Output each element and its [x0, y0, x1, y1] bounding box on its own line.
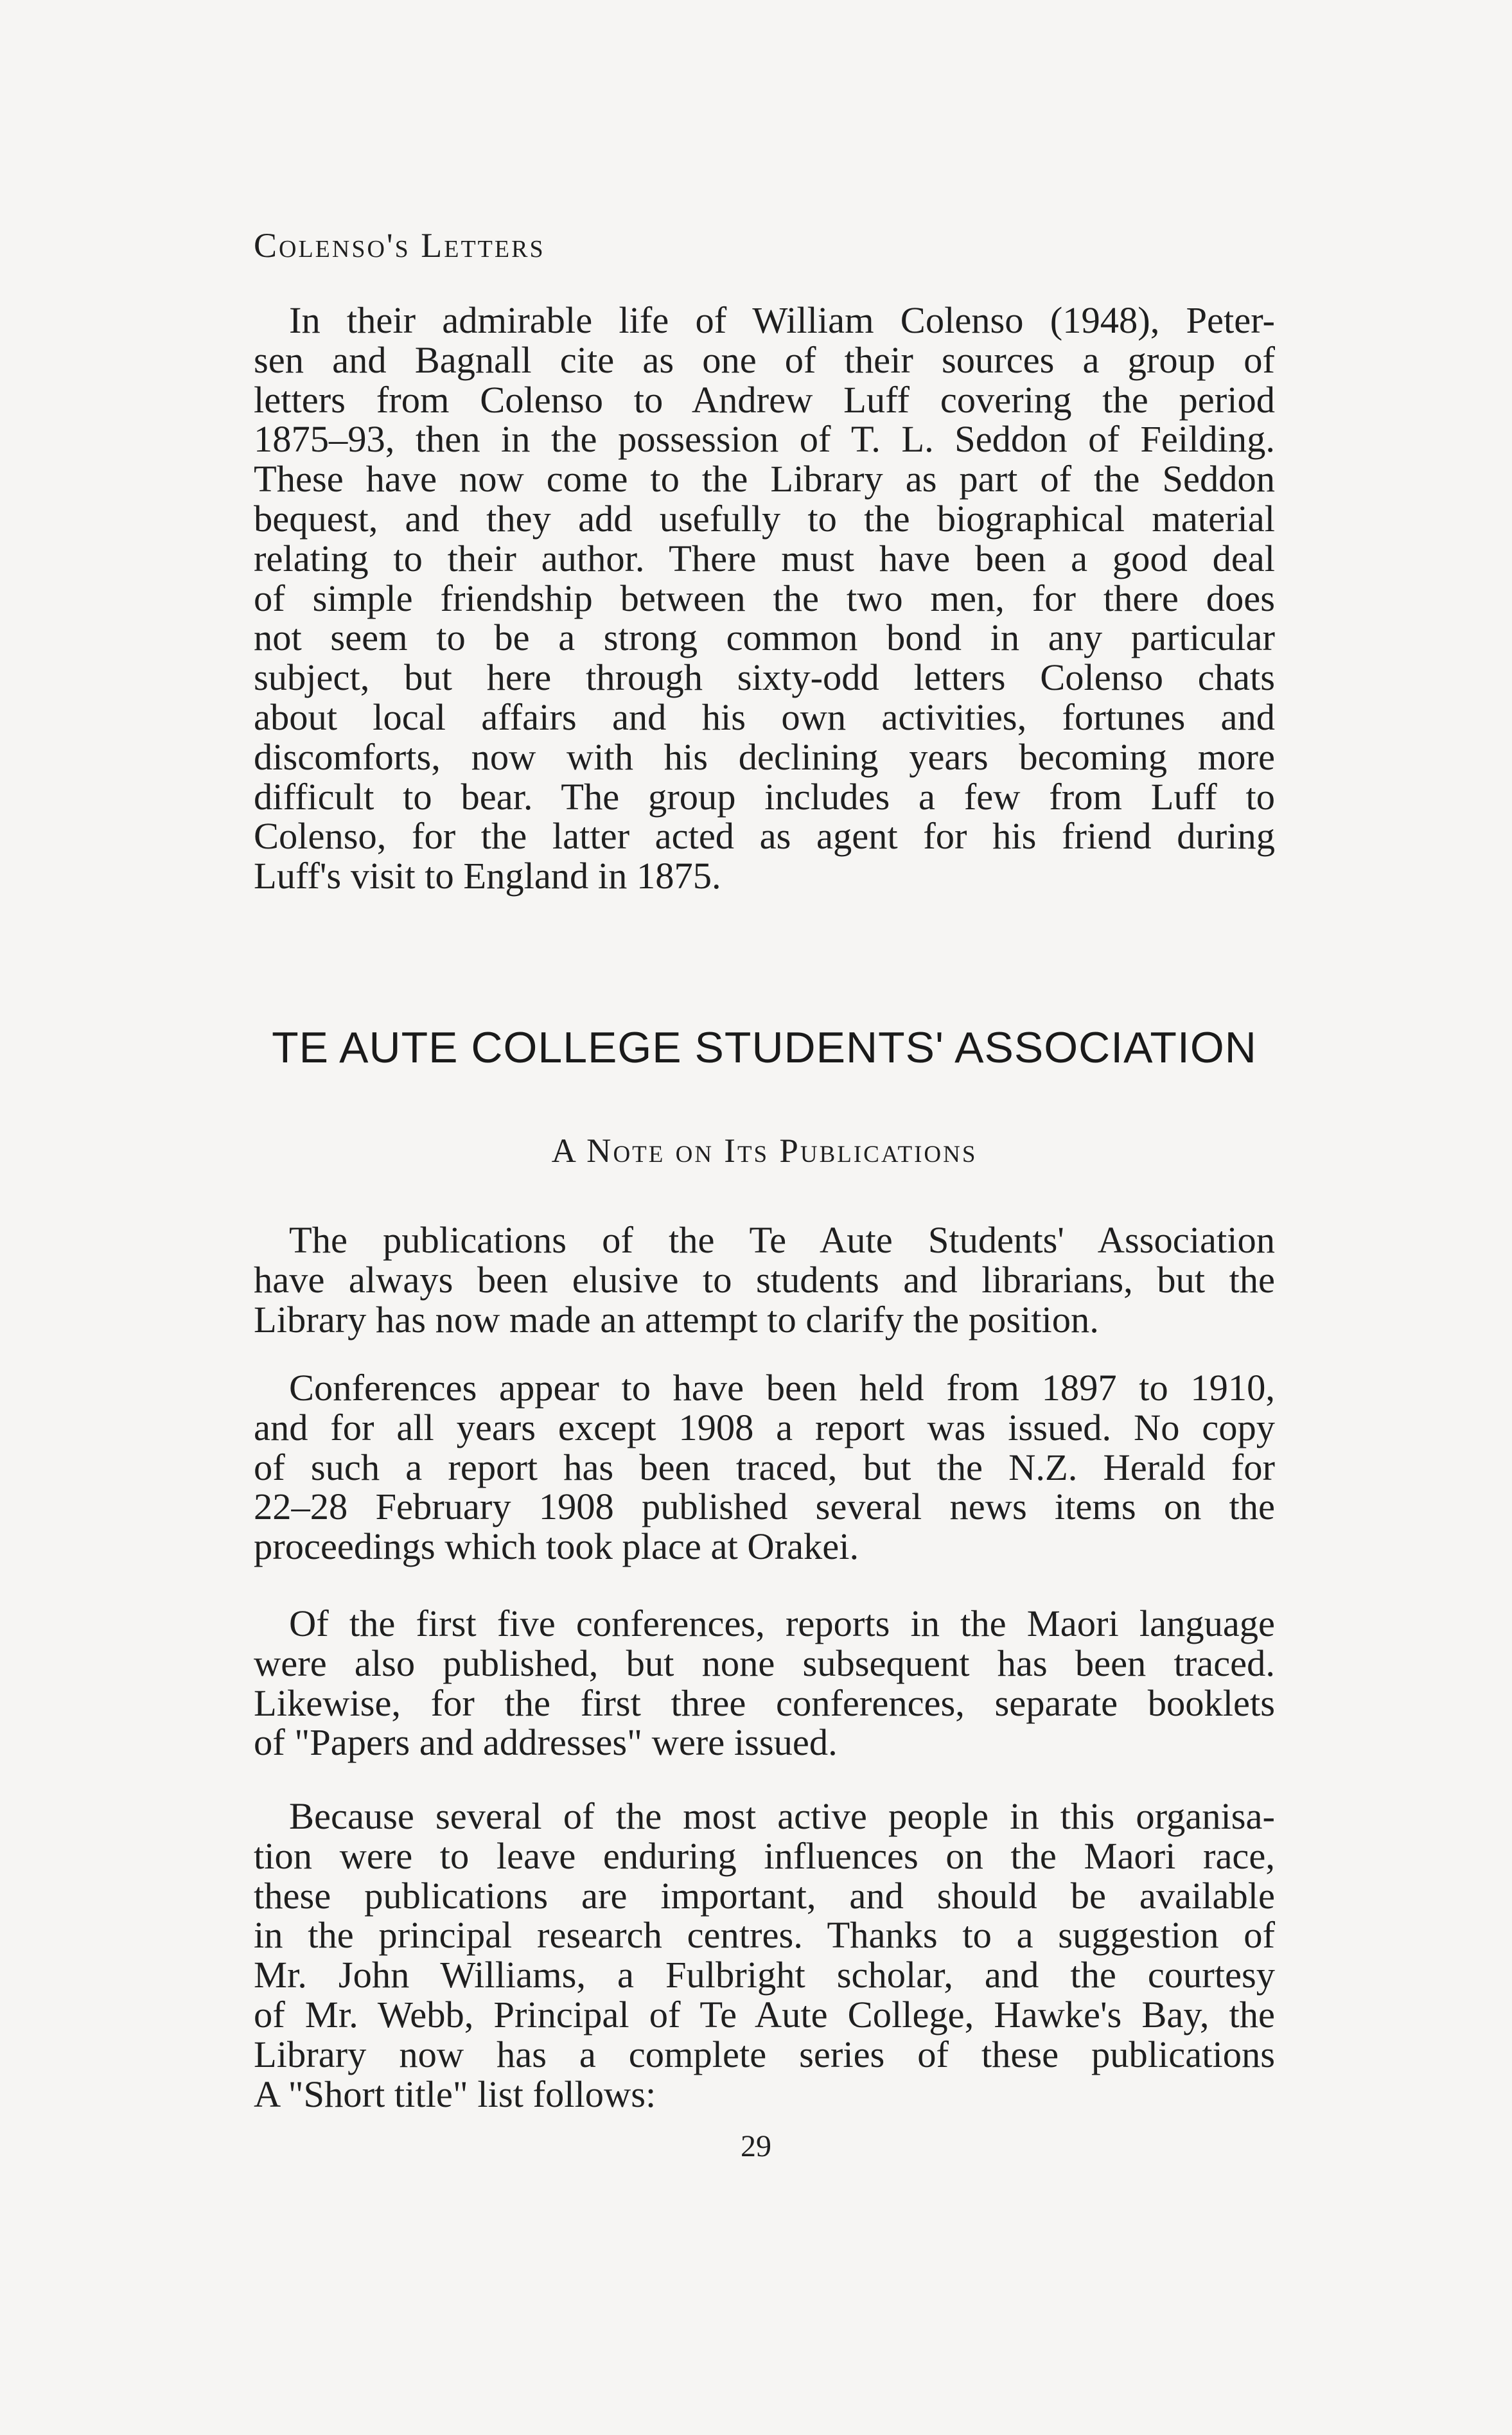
text-line: of Mr. Webb, Principal of Te Aute College, Hawke's Bay, the [254, 1993, 1275, 2035]
text-line: were also published, but none subsequent has been traced. [254, 1642, 1275, 1684]
text-line: subject, but here through sixty-odd letters Colenso chats [254, 656, 1275, 699]
paragraph-publications-intro [254, 1220, 1275, 1339]
text-line: these publications are important, and should be available [254, 1874, 1275, 1917]
text-line: Of the first five conferences, reports in the Maori language [289, 1603, 1275, 1644]
section-heading-colensos-letters: Colenso's Letters [254, 226, 545, 265]
text-line: A "Short title" list follows: [254, 2073, 656, 2115]
text-line: discomforts, now with his declining years becoming more [254, 735, 1275, 778]
text-line: about local affairs and his own activities, fortunes and [254, 696, 1275, 738]
text-line: Library has now made an attempt to clarify the position. [254, 1298, 1099, 1341]
text-line: Likewise, for the first three conferences, separate booklets [254, 1682, 1275, 1724]
text-line: 1875–93, then in the possession of T. L. Seddon of Feilding. [254, 418, 1275, 461]
paragraph-conferences [254, 1368, 1275, 1567]
text-line: 22–28 February 1908 published several news items on the [254, 1486, 1275, 1528]
paragraph-maori-reports [254, 1604, 1275, 1763]
text-line: of "Papers and addresses" were issued. [254, 1721, 838, 1764]
text-line: In their admirable life of William Colenso (1948), Peter- [289, 299, 1275, 341]
paragraph-importance [254, 1797, 1275, 2114]
text-line: Mr. John Williams, a Fulbright scholar, and the courtesy [254, 1954, 1275, 1996]
text-line: relating to their author. There must have been a good deal [254, 537, 1275, 579]
text-line: Library now has a complete series of these publications [254, 2033, 1275, 2075]
text-line: and for all years except 1908 a report was issued. No copy [254, 1406, 1275, 1448]
text-line: Colenso, for the latter acted as agent for his friend during [254, 815, 1275, 857]
section-subtitle: A Note on Its Publications [551, 1132, 978, 1170]
text-line: sen and Bagnall cite as one of their sources a group of [254, 338, 1275, 381]
text-line: have always been elusive to students and librarians, but the [254, 1258, 1275, 1301]
text-line: proceedings which took place at Orakei. [254, 1525, 859, 1568]
text-line: not seem to be a strong common bond in any particular [254, 617, 1275, 659]
text-line: tion were to leave enduring influences on the Maori race, [254, 1834, 1275, 1877]
text-line: difficult to bear. The group includes a few from Luff to [254, 775, 1275, 818]
text-line: in the principal research centres. Thanks to a suggestion of [254, 1914, 1275, 1956]
text-line: of such a report has been traced, but the N.Z. Herald for [254, 1446, 1275, 1488]
text-line: The publications of the Te Aute Students' Association [289, 1219, 1275, 1261]
text-line: of simple friendship between the two men, for there does [254, 577, 1275, 619]
paragraph-colenso-letters [254, 301, 1275, 896]
text-line: bequest, and they add usefully to the biographical material [254, 497, 1275, 540]
page-number: 29 [741, 2129, 771, 2163]
section-title: TE AUTE COLLEGE STUDENTS' ASSOCIATION [272, 1023, 1257, 1072]
text-line: letters from Colenso to Andrew Luff covering the period [254, 378, 1275, 421]
text-line: Luff's visit to England in 1875. [254, 855, 721, 897]
text-line: Conferences appear to have been held from 1897 to 1910, [289, 1367, 1275, 1409]
text-line: These have now come to the Library as part of the Seddon [254, 458, 1275, 500]
text-line: Because several of the most active people in this organisa- [289, 1795, 1275, 1837]
